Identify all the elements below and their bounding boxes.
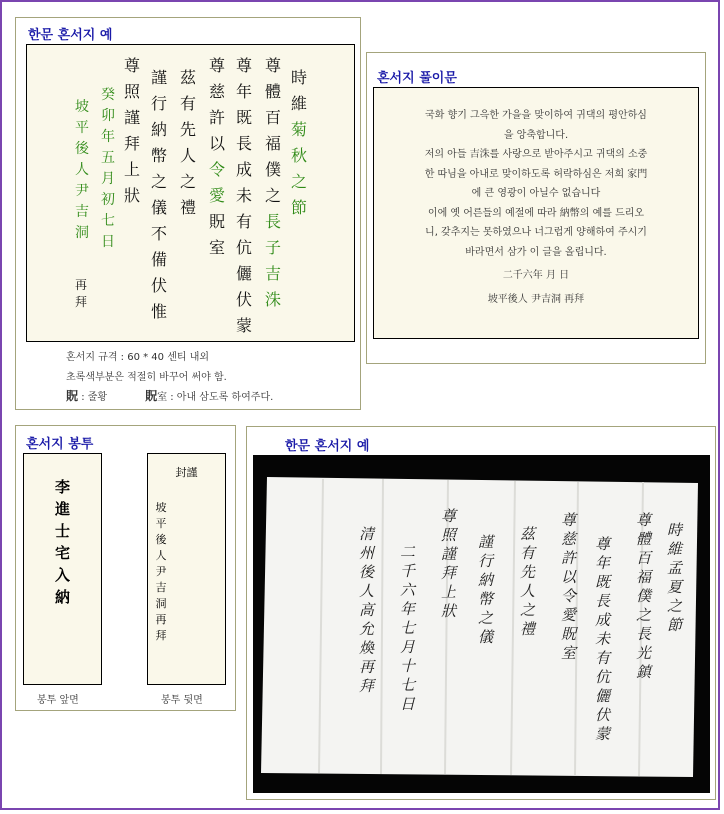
hanja-char: 十 (399, 657, 415, 675)
hanja-char: 百 (264, 108, 281, 127)
hanja-char: 孟 (666, 559, 682, 577)
hanja-char: 貺 (560, 625, 576, 643)
hanja-char: 伏 (150, 276, 167, 295)
hanja-char: 州 (358, 544, 374, 562)
glossary-label-1: : 줄황 (78, 392, 108, 403)
hanja-char: 月 (101, 171, 115, 187)
hanja-char: 之 (179, 172, 196, 191)
hanja-char: 幣 (477, 590, 493, 608)
glossary-label-2: 室 : 아내 삼도록 하여주다. (157, 392, 274, 403)
panel-translation (366, 52, 706, 364)
front-caption: 봉투 앞면 (37, 695, 79, 706)
hanja-char: 煥 (358, 639, 374, 657)
hanja-char: 之 (150, 172, 167, 191)
text-column (122, 53, 142, 209)
hanja-char: 先 (519, 563, 535, 581)
hanja-char: 月 (399, 638, 415, 656)
hanja-char: 謹 (123, 108, 140, 127)
hanja-char: 尊 (235, 56, 252, 75)
hanja-char: 納 (477, 571, 493, 589)
hanja-char: 謹 (477, 533, 493, 551)
hanja-char: 節 (666, 616, 682, 634)
brush-column (634, 511, 653, 682)
hanja-char: 照 (440, 526, 456, 544)
envelope-back-text (154, 500, 168, 644)
hanja-char: 子 (264, 238, 281, 257)
hanja-char: 許 (560, 549, 576, 567)
hanja-char: 蒙 (235, 316, 252, 335)
glossary-glyph-2: 貺 (145, 389, 158, 403)
hanja-char: 福 (635, 568, 651, 586)
brush-column (476, 533, 495, 647)
hanja-char: 鎮 (635, 663, 651, 681)
hanja-char: 伉 (594, 668, 610, 686)
hanja-char: 吉 (155, 581, 167, 594)
hanja-char: 長 (264, 212, 281, 231)
hanja-char: 坡 (155, 501, 167, 514)
hanja-char: 禮 (179, 198, 196, 217)
hanja-char: 成 (594, 611, 610, 629)
hanja-char: 光 (635, 644, 651, 662)
panel-hanmun-example (15, 17, 361, 410)
glossary-glyph-1: 貺 (66, 389, 79, 403)
hanja-char: 狀 (123, 186, 140, 205)
hanja-char: 平 (155, 517, 167, 530)
hanja-char: 上 (123, 160, 140, 179)
hanja-char: 菊 (290, 120, 307, 139)
hanja-char: 幣 (150, 146, 167, 165)
panel-title: 한문 혼서지 예 (285, 439, 370, 454)
hanja-char: 日 (399, 695, 415, 713)
hanja-char: 秋 (290, 146, 307, 165)
hanja-char: 平 (75, 120, 89, 136)
hanja-char: 茲 (519, 525, 535, 543)
translation-line: 二千六年 月 日 (502, 270, 570, 281)
hanja-char: 貺 (208, 212, 225, 231)
hanja-char: 洞 (75, 225, 89, 241)
hanja-char: 後 (358, 563, 374, 581)
translation-line: 저의 아들 吉洙를 사랑으로 받아주시고 귀댁의 소중 (424, 149, 648, 160)
hanja-char: 未 (594, 630, 610, 648)
translation-line: 이에 옛 어른들의 예절에 따라 納幣의 예를 드리오 (427, 207, 645, 219)
hanja-char: 拜 (358, 677, 374, 695)
translation-line: 니, 갖추지는 못하였으나 너그럽게 양해하여 주시기 (425, 227, 647, 238)
translation-line: 바라면서 삼가 이 글을 올립니다. (465, 246, 607, 258)
hanja-char: 年 (235, 82, 252, 101)
hanja-char: 尊 (635, 511, 651, 529)
hanja-char: 長 (235, 134, 252, 153)
hanja-char: 李 (54, 478, 70, 496)
hanja-char: 尊 (264, 56, 281, 75)
hanja-char: 七 (399, 676, 415, 694)
hanja-char: 儀 (477, 628, 493, 646)
hanja-char: 拜 (74, 295, 87, 309)
hanja-char: 之 (264, 186, 281, 205)
hanja-char: 有 (179, 94, 196, 113)
glossary-note (66, 387, 273, 404)
hanja-char: 尊 (440, 507, 456, 525)
hanja-char: 拜 (440, 564, 456, 582)
text-column (73, 97, 91, 244)
hanja-char: 儀 (150, 198, 167, 217)
hanja-char: 節 (290, 198, 307, 217)
hanja-char: 宅 (54, 544, 70, 562)
hanja-char: 福 (264, 134, 281, 153)
hanja-char: 尊 (123, 56, 140, 75)
hanja-char: 洙 (264, 290, 281, 309)
translation-line: 坡平後人 尹吉洞 再拜 (487, 293, 585, 305)
hanja-char: 之 (666, 597, 682, 615)
text-column (289, 65, 309, 221)
hanja-char: 蒙 (594, 725, 610, 743)
hanja-char: 夏 (666, 578, 682, 596)
hanja-char: 人 (155, 549, 167, 562)
hanja-char: 年 (594, 554, 610, 572)
hanja-char: 室 (208, 238, 225, 257)
translation-line: 한 따님을 아내로 맞이하도록 허락하심은 저희 家門 (424, 168, 648, 180)
hanja-char: 吉 (264, 264, 281, 283)
hanja-char: 體 (264, 82, 281, 101)
hanja-char: 六 (399, 581, 415, 599)
hanja-char: 人 (75, 162, 89, 178)
hanja-char: 謹 (440, 545, 456, 563)
hanja-char: 再 (155, 613, 167, 626)
hanja-char: 伉 (235, 238, 252, 257)
hanja-char: 尊 (594, 535, 610, 553)
hanja-char: 僕 (635, 587, 651, 605)
hanja-char: 坡 (75, 99, 89, 115)
hanja-char: 後 (155, 533, 167, 546)
text-column (207, 53, 227, 261)
translation-lines (374, 106, 698, 309)
hanja-char: 室 (560, 644, 576, 662)
hanja-char: 愛 (560, 606, 576, 624)
hanja-char: 日 (101, 234, 115, 250)
text-column (99, 85, 117, 253)
hanja-char: 慈 (560, 530, 576, 548)
hanja-char: 先 (179, 120, 196, 139)
hanja-char: 洞 (155, 597, 167, 610)
envelope-front-text (24, 476, 101, 608)
text-column (234, 53, 254, 339)
hanja-char: 千 (399, 562, 415, 580)
text-column (263, 53, 283, 313)
hanja-char: 七 (101, 213, 115, 229)
panel-title: 혼서지 풀이문 (377, 71, 457, 86)
brush-column (439, 507, 458, 621)
hanja-char: 備 (150, 250, 167, 269)
hanja-char: 允 (358, 620, 374, 638)
hanja-char: 狀 (440, 602, 456, 620)
hanja-char: 癸 (101, 87, 115, 103)
hanja-char: 儷 (594, 687, 610, 705)
brush-column (559, 511, 578, 663)
hanja-char: 令 (208, 160, 225, 179)
hanja-char: 伏 (594, 706, 610, 724)
text-column (178, 65, 198, 221)
size-note: 혼서지 규격 : 60 * 40 센티 내외 (66, 352, 210, 363)
translation-box (373, 87, 699, 339)
hanja-char: 五 (101, 150, 115, 166)
hanja-char: 尹 (155, 565, 167, 578)
hanja-char: 之 (635, 606, 651, 624)
hanja-char: 入 (54, 566, 70, 584)
color-note: 초록색부분은 적절히 바꾸어 써야 함. (66, 372, 227, 383)
hanja-char: 時 (666, 521, 682, 539)
hanja-char: 長 (635, 625, 651, 643)
hanja-char: 士 (54, 522, 70, 540)
panel-envelope (15, 425, 236, 711)
hanja-char: 再 (358, 658, 374, 676)
hanja-char: 尹 (75, 183, 89, 199)
hanja-char: 納 (150, 120, 167, 139)
panel-title: 한문 혼서지 예 (28, 28, 113, 43)
panel-title: 혼서지 봉투 (26, 437, 94, 452)
hanja-char: 長 (594, 592, 610, 610)
hanja-char: 拜 (155, 629, 167, 642)
hanja-char: 百 (635, 549, 651, 567)
hanja-char: 二 (399, 543, 415, 561)
back-caption: 봉투 뒷면 (161, 695, 203, 706)
hanja-char: 有 (235, 212, 252, 231)
brush-column (518, 525, 537, 639)
hanja-char: 初 (101, 192, 115, 208)
hanja-char: 維 (290, 94, 307, 113)
hanja-char: 人 (179, 146, 196, 165)
hanja-char: 七 (399, 619, 415, 637)
hanja-char: 有 (594, 649, 610, 667)
translation-line: 국화 향기 그윽한 가을을 맞이하여 귀댁의 평안하심 (425, 110, 647, 121)
hanja-char: 伏 (235, 290, 252, 309)
text-column (73, 277, 89, 311)
hanja-char: 上 (440, 583, 456, 601)
hanja-char: 照 (123, 82, 140, 101)
hanja-char: 行 (150, 94, 167, 113)
envelope-seal-label: 封謹 (175, 466, 198, 479)
hanja-char: 人 (358, 582, 374, 600)
hanja-char: 年 (101, 129, 115, 145)
hanja-char: 以 (560, 568, 576, 586)
hanja-char: 之 (477, 609, 493, 627)
letter-sheet (26, 44, 355, 342)
hanja-char: 不 (150, 224, 167, 243)
hanja-char: 時 (290, 68, 307, 87)
handwritten-letter-photo (253, 455, 710, 793)
hanja-char: 惟 (150, 302, 167, 321)
hanja-char: 愛 (208, 186, 225, 205)
hanja-char: 僕 (264, 160, 281, 179)
hanja-char: 年 (399, 600, 415, 618)
hanja-char: 尊 (208, 56, 225, 75)
hanja-char: 既 (235, 108, 252, 127)
hanja-char: 未 (235, 186, 252, 205)
hanja-char: 吉 (75, 204, 89, 220)
hanja-char: 茲 (179, 68, 196, 87)
translation-line: 을 앙축합니다. (503, 129, 569, 141)
hanja-char: 卯 (101, 108, 115, 124)
hanja-char: 以 (208, 134, 225, 153)
hanja-char: 後 (75, 141, 89, 157)
hanja-char: 高 (358, 601, 374, 619)
brush-column (593, 535, 612, 744)
hanja-char: 維 (666, 540, 682, 558)
hanja-char: 有 (519, 544, 535, 562)
hanja-char: 納 (54, 588, 70, 606)
hanja-char: 既 (594, 573, 610, 591)
hanja-char: 之 (290, 172, 307, 191)
hanja-char: 再 (74, 278, 87, 292)
hanja-char: 慈 (208, 82, 225, 101)
hanja-char: 尊 (560, 511, 576, 529)
hanja-char: 之 (519, 601, 535, 619)
hanja-char: 進 (54, 500, 70, 518)
hanja-char: 許 (208, 108, 225, 127)
hanja-char: 令 (560, 587, 576, 605)
brush-column (357, 525, 376, 696)
text-column (149, 65, 169, 325)
brush-column (398, 543, 417, 714)
hanja-char: 儷 (235, 264, 252, 283)
envelope-back (147, 453, 226, 685)
hanja-char: 清 (358, 525, 374, 543)
hanja-char: 拜 (123, 134, 140, 153)
hanja-char: 成 (235, 160, 252, 179)
envelope-front (23, 453, 102, 685)
translation-line: 에 큰 영광이 아닐수 없습니다 (471, 188, 601, 199)
hanja-char: 行 (477, 552, 493, 570)
hanja-char: 謹 (150, 68, 167, 87)
hanja-char: 人 (519, 582, 535, 600)
brush-column (665, 521, 684, 635)
hanja-char: 禮 (519, 620, 535, 638)
hanja-char: 體 (635, 530, 651, 548)
